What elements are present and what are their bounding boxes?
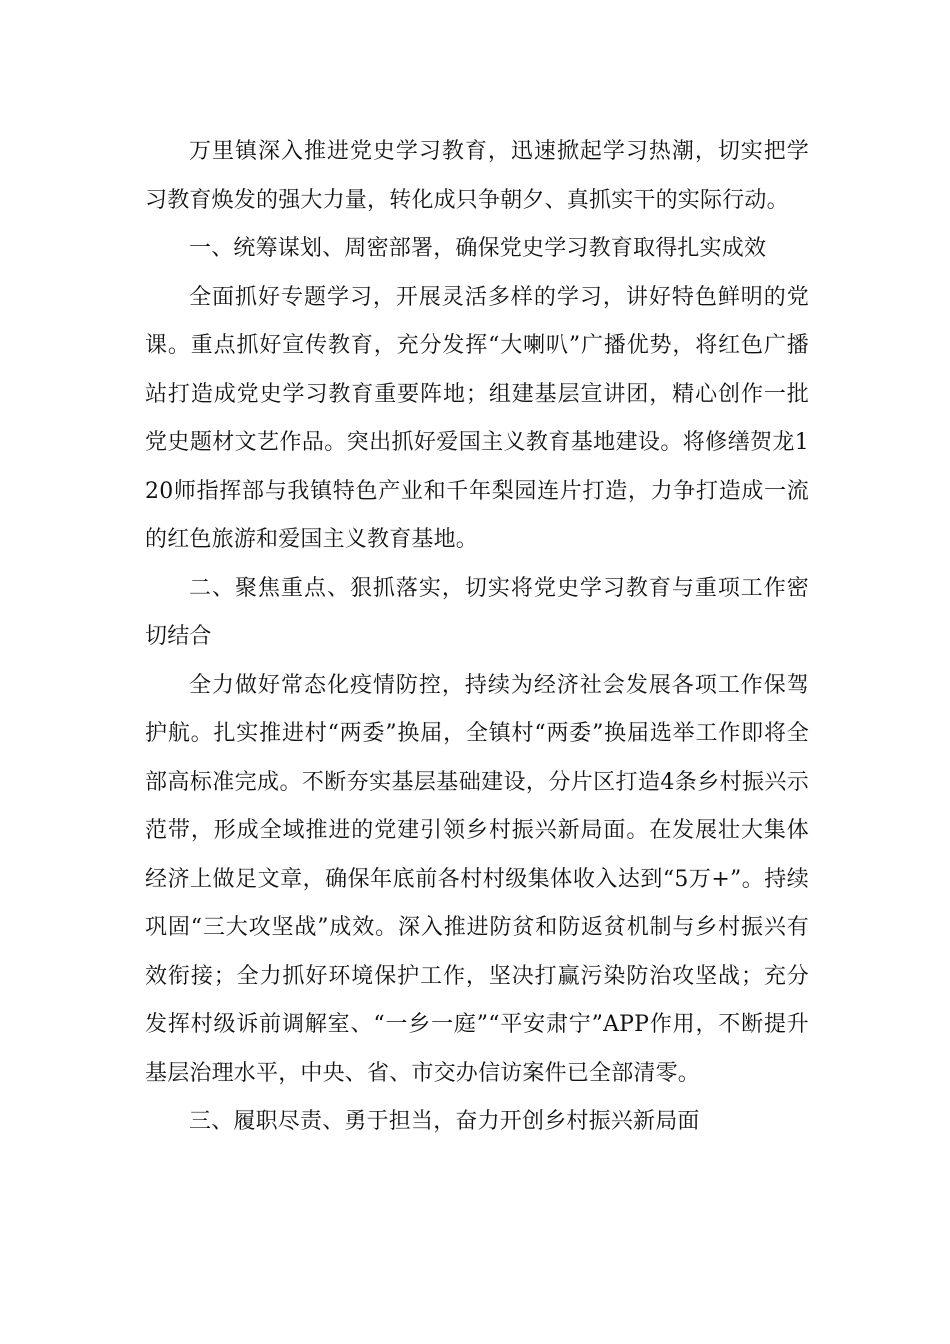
section-1-paragraph: 全面抓好专题学习，开展灵活多样的学习，讲好特色鲜明的党课。重点抓好宣传教育，充分发挥“大喇叭”广播优势，将红色广播站打造成党史学习教育重要阵地；组建基层宣讲团，精心创作一批党史题材文艺作品。突出抓好爱国主义教育基地建设。将修缮贺龙120师指挥部与我镇特色产业和千年梨园连片打造，力争打造成一流的红色旅游和爱国主义教育基地。: [145, 284, 809, 552]
section-2-paragraph: 全力做好常态化疫情防控，持续为经济社会发展各项工作保驾护航。扎实推进村“两委”换届，全镇村“两委”换届选举工作即将全部高标准完成。不断夯实基层基础建设，分片区打造4条乡村振兴示范带，形成全域推进的党建引领乡村振兴新局面。在发展壮大集体经济上做足文章，确保年底前各村村级集体收入达到“5万+”。持续巩固“三大攻坚战”成效。深入推进防贫和防返贫机制与乡村振兴有效衔接；全力抓好环境保护工作，坚决打赢污染防治攻坚战；充分发挥村级诉前调解室、“一乡一庭”“平安肃宁”APP作用，不断提升基层治理水平，中央、省、市交办信访案件已全部清零。: [145, 672, 809, 1086]
section-heading-1: 一、统筹谋划、周密部署，确保党史学习教育取得扎实成效: [189, 236, 767, 261]
intro-paragraph: 万里镇深入推进党史学习教育，迅速掀起学习热潮，切实把学习教育焕发的强大力量，转化成只争朝夕、真抓实干的实际行动。: [145, 139, 809, 213]
section-heading-3: 三、履职尽责、勇于担当，奋力开创乡村振兴新局面: [189, 1109, 700, 1134]
section-heading-2: 二、聚焦重点、狠抓落实，切实将党史学习教育与重项工作密切结合: [145, 575, 809, 649]
document-body: [145, 128, 809, 1147]
